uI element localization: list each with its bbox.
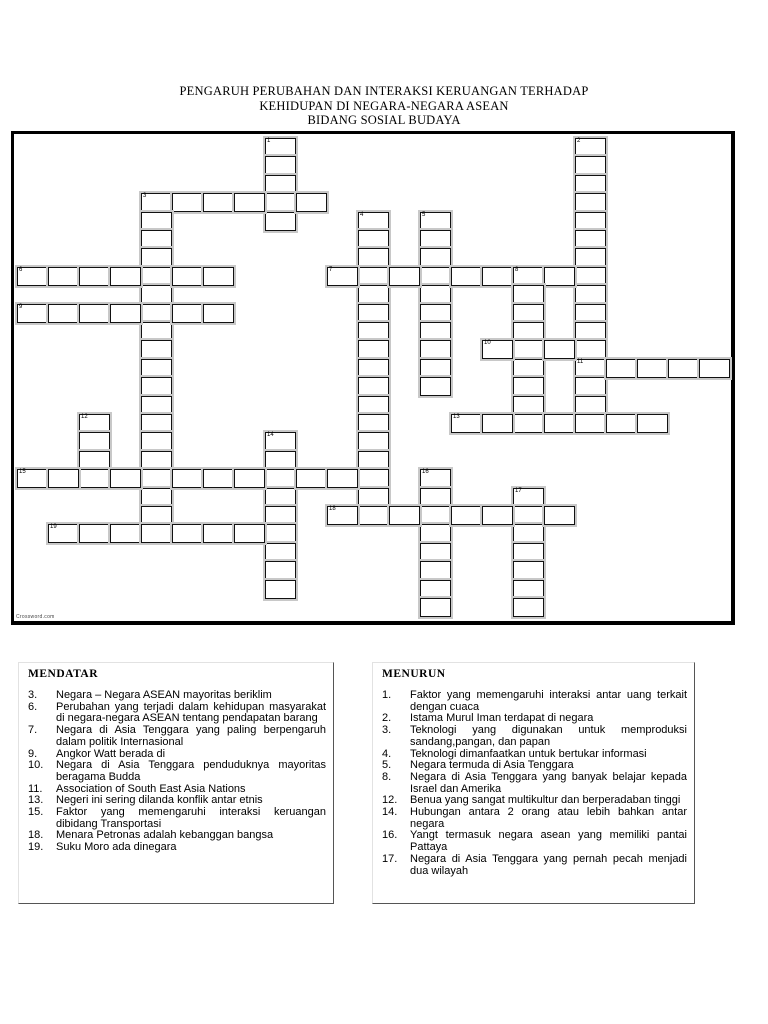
clue-number-label: 11.: [28, 782, 43, 795]
clue-text: Istama Murul Iman terdapat di negara: [410, 712, 594, 725]
crossword-cell[interactable]: [575, 359, 606, 378]
crossword-cell[interactable]: [110, 304, 141, 323]
clue-number-label: 16.: [382, 829, 398, 842]
crossword-cell[interactable]: [265, 561, 296, 580]
crossword-cell[interactable]: [575, 267, 606, 286]
across-clue: [28, 690, 326, 702]
crossword-cell[interactable]: [48, 469, 79, 488]
clue-text: Negara di Asia Tenggara yang banyak belajar kepada Israel dan Amerika: [410, 770, 687, 795]
crossword-cell[interactable]: [296, 469, 327, 488]
across-clues-panel: [18, 662, 334, 904]
crossword-cell[interactable]: [575, 285, 606, 304]
crossword-cell[interactable]: [265, 469, 296, 488]
clue-number: 3: [143, 193, 147, 200]
crossword-cell[interactable]: [79, 469, 110, 488]
crossword-cell[interactable]: [513, 322, 544, 341]
crossword-cell[interactable]: [482, 506, 513, 525]
crossword-cell[interactable]: [141, 414, 172, 433]
crossword-cell[interactable]: [358, 285, 389, 304]
clue-number-label: 17.: [382, 852, 398, 865]
crossword-cell[interactable]: [513, 285, 544, 304]
crossword-cell[interactable]: [389, 506, 420, 525]
crossword-cell[interactable]: [203, 193, 234, 212]
clue-number: 7: [329, 266, 333, 273]
clue-number-label: 10.: [28, 759, 44, 772]
crossword-cell[interactable]: [110, 267, 141, 286]
crossword-cell[interactable]: [544, 340, 575, 359]
down-clue: [382, 830, 687, 853]
clue-number-label: 6.: [28, 700, 38, 713]
crossword-cell[interactable]: [79, 267, 110, 286]
crossword-cell[interactable]: [327, 469, 358, 488]
down-clue-list: [382, 690, 687, 877]
crossword-cell[interactable]: [172, 193, 203, 212]
crossword-cell[interactable]: [234, 469, 265, 488]
crossword-cell[interactable]: [358, 414, 389, 433]
crossword-cell[interactable]: [265, 543, 296, 562]
clue-number: 9: [19, 303, 23, 310]
clue-number: 13: [453, 414, 460, 420]
clue-text: Negara di Asia Tenggara yang paling berpengaruh dalam politik Internasional: [56, 724, 326, 748]
clue-number: 12: [81, 414, 88, 420]
crossword-cell[interactable]: [420, 359, 451, 378]
clue-text: Benua yang sangat multikultur dan berperadaban tinggi: [410, 794, 681, 807]
clue-number: 11: [577, 358, 584, 365]
crossword-cell[interactable]: [420, 469, 451, 488]
crossword-cell[interactable]: [358, 212, 389, 231]
crossword-cell[interactable]: [420, 488, 451, 507]
crossword-cell[interactable]: [482, 414, 513, 433]
clue-text: Menara Petronas adalah kebanggan bangsa: [56, 829, 274, 842]
clue-number-label: 12.: [382, 794, 398, 807]
crossword-cell[interactable]: [544, 267, 575, 286]
clue-number: 16: [422, 469, 429, 476]
clue-number: 19: [50, 524, 57, 531]
crossword-cell[interactable]: [544, 506, 575, 525]
clue-number: 17: [515, 487, 522, 494]
crossword-cell[interactable]: [141, 451, 172, 470]
crossword-cell[interactable]: [203, 304, 234, 323]
crossword-cell[interactable]: [141, 396, 172, 415]
clue-text: Faktor yang memengaruhi interaksi keruangan dibidang Transportasi: [56, 806, 326, 830]
clue-number: 5: [422, 211, 426, 218]
crossword-cell[interactable]: [482, 340, 513, 359]
crossword-cell[interactable]: [420, 212, 451, 231]
down-clue: [382, 725, 687, 748]
clue-number-label: 5.: [382, 759, 392, 772]
across-clue: [28, 807, 326, 830]
clue-number-label: 9.: [28, 747, 38, 760]
crossword-cell[interactable]: [637, 359, 668, 378]
crossword-cell[interactable]: [172, 469, 203, 488]
crossword-cell[interactable]: [575, 396, 606, 415]
clue-number-label: 8.: [382, 770, 392, 783]
crossword-cell[interactable]: [172, 524, 203, 543]
crossword-cell[interactable]: [48, 524, 79, 543]
clue-number: 14: [267, 432, 274, 439]
clue-number-label: 1.: [382, 689, 392, 701]
crossword-cell[interactable]: [265, 580, 296, 599]
crossword-cell[interactable]: [544, 414, 575, 433]
crossword-cell[interactable]: [358, 248, 389, 267]
crossword-cell[interactable]: [358, 230, 389, 249]
crossword-cell[interactable]: [234, 193, 265, 212]
crossword-cell[interactable]: [420, 304, 451, 323]
crossword-watermark: Crossword.com: [16, 614, 55, 620]
clue-number-label: 7.: [28, 724, 38, 737]
worksheet-title: [0, 84, 768, 128]
crossword-cell[interactable]: [389, 267, 420, 286]
clue-text: Suku Moro ada dinegara: [56, 841, 177, 854]
crossword-cell[interactable]: [265, 138, 296, 157]
crossword-grid: [11, 131, 735, 625]
crossword-cell[interactable]: [513, 340, 544, 359]
crossword-cell[interactable]: [265, 451, 296, 470]
crossword-cell[interactable]: [513, 377, 544, 396]
clue-text: Yangt termasuk negara asean yang memiliki pantai Pattaya: [410, 829, 687, 854]
crossword-cell[interactable]: [79, 432, 110, 451]
crossword-cell[interactable]: [699, 359, 730, 378]
crossword-cell[interactable]: [358, 432, 389, 451]
crossword-cell[interactable]: [141, 488, 172, 507]
crossword-cell[interactable]: [203, 524, 234, 543]
crossword-cell[interactable]: [141, 248, 172, 267]
crossword-cell[interactable]: [451, 267, 482, 286]
crossword-cell[interactable]: [141, 469, 172, 488]
crossword-cell[interactable]: [203, 469, 234, 488]
crossword-cell[interactable]: [358, 267, 389, 286]
crossword-cell[interactable]: [358, 451, 389, 470]
crossword-cell[interactable]: [141, 524, 172, 543]
crossword-cell[interactable]: [327, 506, 358, 525]
crossword-cell[interactable]: [17, 267, 48, 286]
crossword-cell[interactable]: [110, 524, 141, 543]
clue-text: Angkor Watt berada di: [56, 747, 166, 760]
crossword-cell[interactable]: [451, 506, 482, 525]
crossword-cell[interactable]: [513, 561, 544, 580]
crossword-cell[interactable]: [141, 322, 172, 341]
crossword-cell[interactable]: [141, 267, 172, 286]
down-clue: [382, 807, 687, 830]
crossword-cell[interactable]: [141, 377, 172, 396]
clue-text: Faktor yang memengaruhi interaksi antar uang terkait dengan cuaca: [410, 689, 687, 713]
crossword-cell[interactable]: [420, 524, 451, 543]
crossword-cell[interactable]: [420, 506, 451, 525]
crossword-cell[interactable]: [575, 414, 606, 433]
crossword-cell[interactable]: [358, 340, 389, 359]
crossword-cell[interactable]: [265, 524, 296, 543]
across-clue: [28, 702, 326, 725]
crossword-cell[interactable]: [420, 285, 451, 304]
clue-number-label: 19.: [28, 841, 44, 854]
crossword-cell[interactable]: [141, 230, 172, 249]
clue-number: 6: [19, 266, 23, 273]
crossword-cell[interactable]: [265, 488, 296, 507]
clue-text: Negara di Asia Tenggara penduduknya mayoritas beragama Budda: [56, 759, 326, 783]
crossword-cell[interactable]: [265, 506, 296, 525]
crossword-cell[interactable]: [513, 524, 544, 543]
crossword-cell[interactable]: [513, 598, 544, 617]
crossword-cell[interactable]: [575, 377, 606, 396]
down-clue: [382, 690, 687, 713]
crossword-cell[interactable]: [420, 248, 451, 267]
crossword-cell[interactable]: [17, 304, 48, 323]
clue-text: Negara – Negara ASEAN mayoritas beriklim: [56, 689, 272, 701]
clue-number-label: 15.: [28, 806, 44, 819]
crossword-cell[interactable]: [420, 561, 451, 580]
crossword-cell[interactable]: [234, 524, 265, 543]
crossword-cell[interactable]: [141, 506, 172, 525]
clue-number-label: 4.: [382, 747, 392, 760]
crossword-cell[interactable]: [358, 488, 389, 507]
crossword-cell[interactable]: [358, 506, 389, 525]
crossword-cell[interactable]: [358, 396, 389, 415]
crossword-cell[interactable]: [265, 156, 296, 175]
clue-text: Teknologi yang digunakan untuk memproduksi sandang,pangan, dan papan: [410, 724, 687, 748]
crossword-cell[interactable]: [79, 414, 110, 433]
clue-number-label: 18.: [28, 829, 44, 842]
crossword-cell[interactable]: [358, 359, 389, 378]
clue-number-label: 2.: [382, 712, 392, 725]
clue-number: 4: [360, 211, 364, 218]
clue-text: Association of South East Asia Nations: [56, 782, 246, 795]
crossword-cell[interactable]: [265, 432, 296, 451]
down-clue: [382, 772, 687, 795]
crossword-cell[interactable]: [420, 322, 451, 341]
clue-number: 18: [329, 506, 336, 512]
crossword-cell[interactable]: [513, 304, 544, 323]
crossword-cell[interactable]: [575, 193, 606, 212]
crossword-cell[interactable]: [513, 396, 544, 415]
title-line-1: PENGARUH PERUBAHAN DAN INTERAKSI KERUANGAN TERHADAP: [179, 84, 589, 98]
crossword-cell[interactable]: [265, 175, 296, 194]
crossword-cell[interactable]: [513, 267, 544, 286]
crossword-cell[interactable]: [420, 340, 451, 359]
crossword-cell[interactable]: [141, 359, 172, 378]
crossword-cell[interactable]: [451, 414, 482, 433]
down-heading: MENURUN: [382, 668, 446, 680]
across-clue: [28, 760, 326, 783]
crossword-cell[interactable]: [79, 304, 110, 323]
clue-number-label: 14.: [382, 806, 398, 819]
crossword-cell[interactable]: [513, 488, 544, 507]
clue-number: 2: [577, 138, 581, 144]
crossword-cell[interactable]: [141, 432, 172, 451]
crossword-cell[interactable]: [203, 267, 234, 286]
across-clue: [28, 842, 326, 854]
crossword-cell[interactable]: [358, 322, 389, 341]
clue-number: 15: [19, 469, 26, 476]
clue-text: Hubungan antara 2 orang atau lebih bahkan antar negara: [410, 806, 687, 830]
crossword-cell[interactable]: [575, 340, 606, 359]
crossword-cell[interactable]: [513, 543, 544, 562]
clue-text: Negara di Asia Tenggara yang pernah pecah menjadi dua wilayah: [410, 852, 687, 877]
across-clue: [28, 725, 326, 748]
crossword-cell[interactable]: [141, 304, 172, 323]
crossword-cell[interactable]: [141, 340, 172, 359]
clue-text: Negara termuda di Asia Tenggara: [410, 759, 574, 772]
crossword-cell[interactable]: [575, 212, 606, 231]
crossword-cell[interactable]: [513, 359, 544, 378]
crossword-cell[interactable]: [575, 230, 606, 249]
crossword-cell[interactable]: [420, 580, 451, 599]
clue-number: 10: [484, 340, 491, 347]
crossword-cell[interactable]: [575, 175, 606, 194]
across-heading: MENDATAR: [28, 668, 99, 680]
crossword-cell[interactable]: [420, 598, 451, 617]
title-line-3: BIDANG SOSIAL BUDAYA: [307, 113, 461, 127]
crossword-cell[interactable]: [358, 469, 389, 488]
clue-number: 8: [515, 266, 519, 273]
crossword-cell[interactable]: [141, 285, 172, 304]
crossword-cell[interactable]: [575, 248, 606, 267]
crossword-cell[interactable]: [296, 193, 327, 212]
crossword-cell[interactable]: [79, 524, 110, 543]
crossword-cell[interactable]: [606, 414, 637, 433]
clue-number: 1: [267, 138, 271, 144]
crossword-cell[interactable]: [17, 469, 48, 488]
title-line-2: KEHIDUPAN DI NEGARA-NEGARA ASEAN: [259, 98, 509, 113]
crossword-cell[interactable]: [575, 304, 606, 323]
crossword-cell[interactable]: [172, 267, 203, 286]
crossword-cell[interactable]: [265, 212, 296, 231]
down-clue: [382, 854, 687, 877]
crossword-cell[interactable]: [265, 193, 296, 212]
crossword-cell[interactable]: [48, 267, 79, 286]
crossword-cell[interactable]: [420, 230, 451, 249]
crossword-cell[interactable]: [358, 304, 389, 323]
crossword-cell[interactable]: [420, 543, 451, 562]
crossword-cell[interactable]: [513, 506, 544, 525]
clue-text: Teknologi dimanfaatkan untuk bertukar informasi: [410, 747, 647, 760]
crossword-cell[interactable]: [637, 414, 668, 433]
crossword-cell[interactable]: [327, 267, 358, 286]
crossword-cell[interactable]: [668, 359, 699, 378]
crossword-cell[interactable]: [575, 138, 606, 157]
crossword-cell[interactable]: [358, 377, 389, 396]
across-clue-list: [28, 690, 326, 854]
crossword-cell[interactable]: [513, 580, 544, 599]
crossword-cell[interactable]: [141, 212, 172, 231]
crossword-cell[interactable]: [48, 304, 79, 323]
clue-text: Perubahan yang terjadi dalam kehidupan masyarakat di negara-negara ASEAN tentang pendapatan barang: [56, 700, 326, 725]
crossword-cell[interactable]: [575, 156, 606, 175]
crossword-cell[interactable]: [606, 359, 637, 378]
clue-text: Negeri ini sering dilanda konflik antar etnis: [56, 794, 263, 807]
crossword-cell[interactable]: [79, 451, 110, 470]
clue-number-label: 3.: [382, 724, 392, 737]
crossword-cell[interactable]: [482, 267, 513, 286]
crossword-cell[interactable]: [513, 414, 544, 433]
crossword-cell[interactable]: [141, 193, 172, 212]
down-clues-panel: [372, 662, 695, 904]
clue-number-label: 13.: [28, 794, 44, 807]
crossword-cell[interactable]: [420, 267, 451, 286]
crossword-cell[interactable]: [420, 377, 451, 396]
crossword-cell[interactable]: [172, 304, 203, 323]
crossword-cell[interactable]: [110, 469, 141, 488]
clue-number-label: 3.: [28, 689, 38, 701]
crossword-cell[interactable]: [575, 322, 606, 341]
